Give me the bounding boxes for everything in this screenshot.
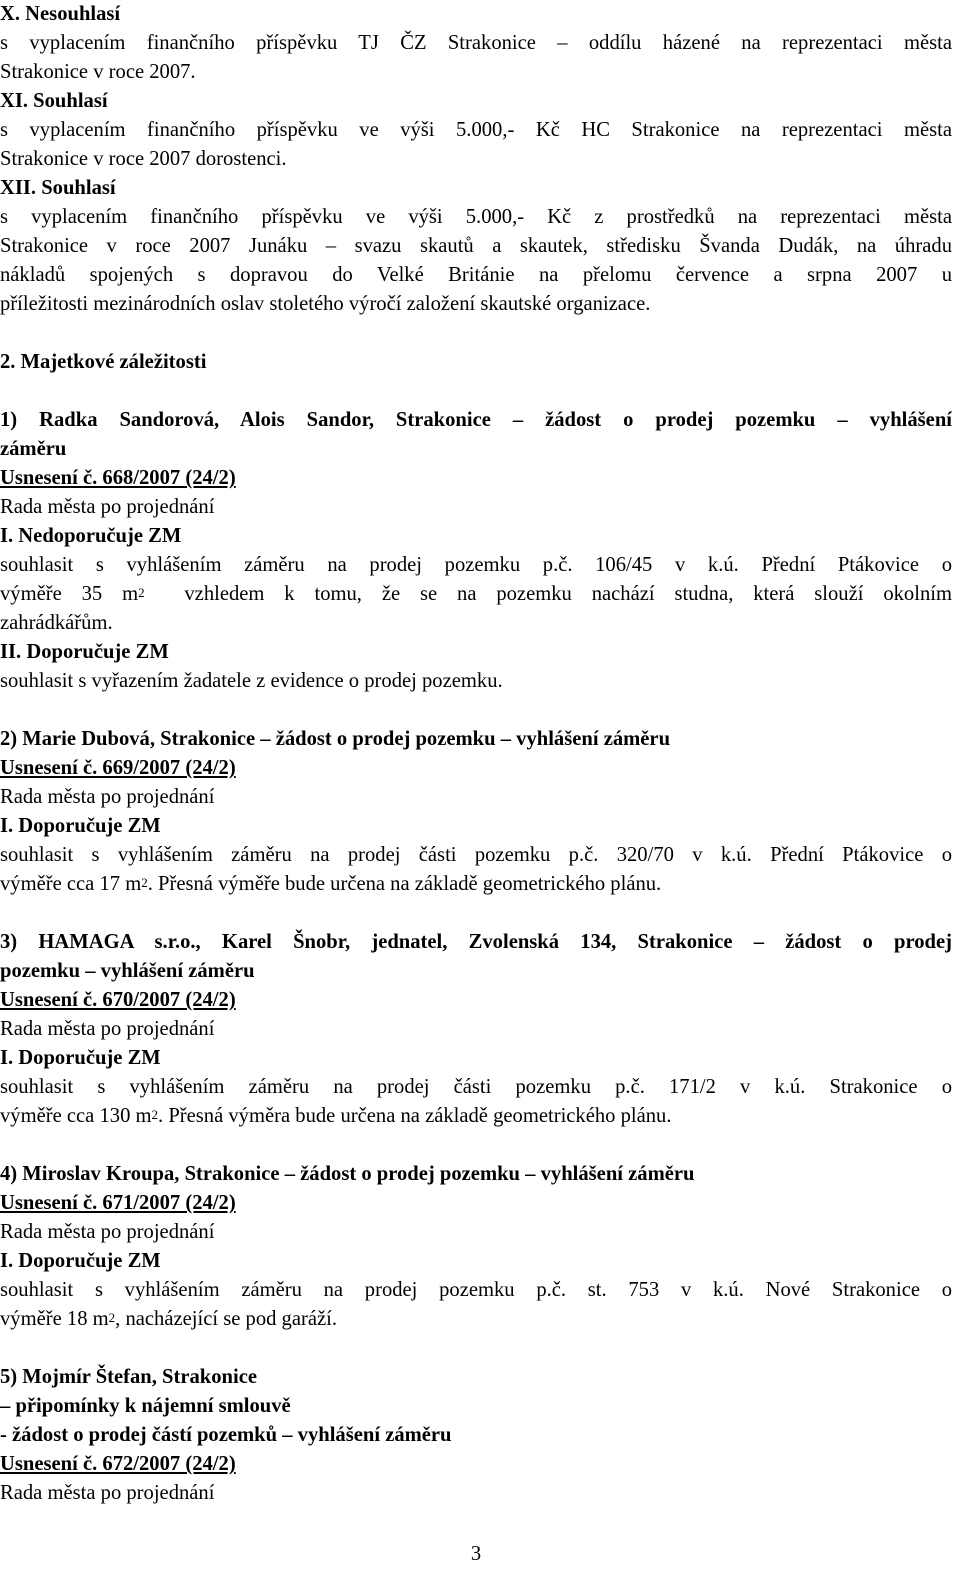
item-4-resolution: Usnesení č. 671/2007 (24/2) xyxy=(0,1192,236,1214)
item-1-title: 1) Radka Sandorová, Alois Sandor, Strakonice – žádost o prodej pozemku – vyhlášení xyxy=(0,409,952,431)
item-5-resolution: Usnesení č. 672/2007 (24/2) xyxy=(0,1453,236,1475)
item-2-title: 2) Marie Dubová, Strakonice – žádost o prodej pozemku – vyhlášení záměru xyxy=(0,728,671,750)
item-5-title: 5) Mojmír Štefan, Strakonice xyxy=(0,1366,257,1388)
section-heading: 2. Majetkové záležitosti xyxy=(0,351,207,373)
item-5-title: – připomínky k nájemní smlouvě xyxy=(0,1395,291,1417)
item-1-point-1-heading: I. Nedoporučuje ZM xyxy=(0,525,182,547)
item-2-point-1-text: souhlasit s vyhlášením záměru na prodej části pozemku p.č. 320/70 v k.ú. Přední Ptákovice o xyxy=(0,844,952,866)
item-5-council: Rada města po projednání xyxy=(0,1482,215,1504)
item-xii-line: příležitosti mezinárodních oslav stoletého výročí založení skautské organizace. xyxy=(0,293,651,315)
item-xi-line: Strakonice v roce 2007 dorostenci. xyxy=(0,148,287,170)
item-2-council: Rada města po projednání xyxy=(0,786,215,808)
item-3-title: pozemku – vyhlášení záměru xyxy=(0,960,255,982)
item-xii-heading: XII. Souhlasí xyxy=(0,177,116,199)
item-xii-line: s vyplacením finančního příspěvku ve výši 5.000,- Kč z prostředků na reprezentaci města xyxy=(0,206,952,228)
item-1-point-1-text: výměře 35 $m^2$ vzhledem k tomu, že se na pozemku nachází studna, která slouží okolním xyxy=(0,583,952,605)
item-3-resolution: Usnesení č. 670/2007 (24/2) xyxy=(0,989,236,1011)
item-1-resolution: Usnesení č. 668/2007 (24/2) xyxy=(0,467,236,489)
item-xii-line: nákladů spojených s dopravou do Velké Británie na přelomu července a srpna 2007 u xyxy=(0,264,952,286)
item-2-resolution: Usnesení č. 669/2007 (24/2) xyxy=(0,757,236,779)
item-1-title: záměru xyxy=(0,438,67,460)
item-1-point-1-text: souhlasit s vyhlášením záměru na prodej pozemku p.č. 106/45 v k.ú. Přední Ptákovice o xyxy=(0,554,952,576)
item-x-line: Strakonice v roce 2007. xyxy=(0,61,196,83)
item-x-line: s vyplacením finančního příspěvku TJ ČZ Strakonice – oddílu házené na reprezentaci města xyxy=(0,32,952,54)
item-3-point-1-text: souhlasit s vyhlášením záměru na prodej části pozemku p.č. 171/2 v k.ú. Strakonice o xyxy=(0,1076,952,1098)
item-2-point-1-heading: I. Doporučuje ZM xyxy=(0,815,161,837)
item-3-point-1-text: výměře cca 130 $m^2$. Přesná výměra bude určena na základě geometrického plánu. xyxy=(0,1105,672,1127)
item-1-point-1-text: zahrádkářům. xyxy=(0,612,113,634)
item-2-point-1-text: výměře cca 17 $m^2$. Přesná výměře bude určena na základě geometrického plánu. xyxy=(0,873,662,895)
page-number: 3 xyxy=(470,1543,482,1565)
item-4-point-1-text: výměře 18 $m^2$, nacházející se pod garáží. xyxy=(0,1308,338,1330)
item-xi-line: s vyplacením finančního příspěvku ve výši 5.000,- Kč HC Strakonice na reprezentaci města xyxy=(0,119,952,141)
item-xi-heading: XI. Souhlasí xyxy=(0,90,108,112)
item-3-title: 3) HAMAGA s.r.o., Karel Šnobr, jednatel, Zvolenská 134, Strakonice – žádost o prodej xyxy=(0,931,952,953)
item-xii-line: Strakonice v roce 2007 Junáku – svazu skautů a skautek, středisku Švanda Dudák, na úhradu xyxy=(0,235,952,257)
item-4-council: Rada města po projednání xyxy=(0,1221,215,1243)
item-1-point-2-heading: II. Doporučuje ZM xyxy=(0,641,169,663)
item-4-point-1-text: souhlasit s vyhlášením záměru na prodej pozemku p.č. st. 753 v k.ú. Nové Strakonice o xyxy=(0,1279,952,1301)
item-4-title: 4) Miroslav Kroupa, Strakonice – žádost o prodej pozemku – vyhlášení záměru xyxy=(0,1163,695,1185)
item-1-council: Rada města po projednání xyxy=(0,496,215,518)
item-4-point-1-heading: I. Doporučuje ZM xyxy=(0,1250,161,1272)
item-1-point-2-text: souhlasit s vyřazením žadatele z evidence o prodej pozemku. xyxy=(0,670,503,692)
item-5-title: - žádost o prodej částí pozemků – vyhlášení záměru xyxy=(0,1424,452,1446)
item-3-point-1-heading: I. Doporučuje ZM xyxy=(0,1047,161,1069)
item-3-council: Rada města po projednání xyxy=(0,1018,215,1040)
item-x-heading: X. Nesouhlasí xyxy=(0,3,121,25)
